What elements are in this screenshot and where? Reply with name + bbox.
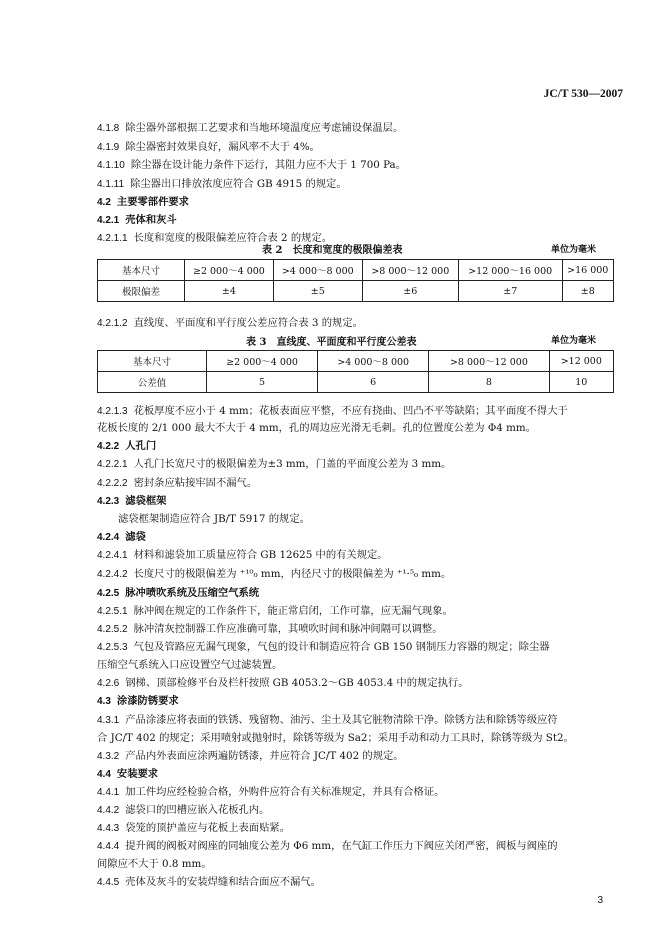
table-row (98, 281, 614, 302)
table-cell: ±8 (562, 281, 614, 302)
clause-number: 4.3.2 (97, 751, 120, 762)
clause-4-2-5-1 (97, 604, 453, 619)
table-cell: >12 000 (549, 351, 613, 372)
table-cell: 5 (207, 372, 318, 393)
section-title: 滤袋 (125, 531, 146, 543)
clause-number: 4.4.3 (97, 823, 120, 834)
clause-number: 4.2.6 (97, 678, 120, 689)
clause-4-2-1-3 (97, 404, 568, 419)
clause-text: 除尘器外部根据工艺要求和当地环境温度应考虑铺设保温层。 (125, 122, 404, 134)
clause-text: 除尘器密封效果良好，漏风率不大于 4%。 (125, 141, 320, 153)
clause-continuation (97, 421, 536, 435)
section-title: 主要零部件要求 (116, 196, 189, 208)
table3 (97, 350, 614, 393)
clause-number: 4.2.2 (97, 441, 120, 452)
clause-text: 产品涂漆应将表面的铁锈、残留物、油污、尘土及其它脏物清除干净。除锈方法和除锈等级应符 (125, 714, 558, 726)
clause-4-4-1 (97, 785, 444, 800)
clause-text: 直线度、平面度和平行度公差应符合表 3 的规定。 (133, 317, 363, 329)
clause-4-4-5 (97, 875, 321, 890)
clause-4-4-3 (97, 821, 290, 836)
clause-number: 4.2.2.2 (97, 478, 128, 489)
clause-text: 材料和滤袋加工质量应符合 GB 12625 中的有关规定。 (133, 549, 388, 561)
clause-text: 产品内外表面应涂两遍防锈漆，并应符合 JC/T 402 的规定。 (125, 750, 404, 762)
table-cell: ±7 (458, 281, 562, 302)
table-cell: >4 000～8 000 (273, 260, 362, 281)
clause-text: 提升阀的阀板对阀座的同轴度公差为 Φ6 mm，在气缸工作压力下阀应关闭严密，阀板与阀座的 (125, 840, 558, 852)
clause-number: 4.2.1.1 (97, 233, 128, 244)
table-cell: >12 000～16 000 (458, 260, 562, 281)
section-title: 脉冲喷吹系统及压缩空气系统 (125, 587, 260, 599)
section-4-2-1 (97, 213, 177, 228)
clause-number: 4.2.2.1 (97, 459, 128, 470)
clause-4-4-2 (97, 803, 269, 818)
clause-4-3-2 (97, 749, 404, 764)
section-4-2-4 (97, 530, 146, 545)
table-cell: ±5 (273, 281, 362, 302)
table-row (98, 260, 614, 281)
clause-4-2-1-2 (97, 316, 363, 331)
clause-text: 长度尺寸的极限偏差为 ⁺¹⁰₀ mm，内径尺寸的极限偏差为 ⁺¹·⁵₀ mm。 (133, 568, 452, 580)
clause-text: 花板厚度不应小于 4 mm；花板表面应平整，不应有挠曲、凹凸不平等缺陷；其平面度不得大于 (133, 405, 568, 417)
clause-number: 4.2.5 (97, 588, 120, 599)
clause-continuation (97, 731, 574, 745)
clause-number: 4.2.4 (97, 532, 120, 543)
section-title: 安装要求 (116, 768, 159, 780)
table-cell: 8 (429, 372, 549, 393)
clause-number: 4.1.11 (97, 179, 125, 190)
clause-number: 4.2.5.3 (97, 642, 128, 653)
clause-text: 滤袋框架制造应符合 JB/T 5917 的规定。 (118, 513, 310, 525)
clause-4-2-2-2 (97, 476, 257, 491)
clause-number: 4.2 (97, 197, 111, 208)
clause-text: 长度和宽度的极限偏差应符合表 2 的规定。 (133, 232, 333, 244)
clause-4-2-6 (97, 676, 469, 691)
clause-number: 4.2.1.3 (97, 406, 128, 417)
clause-number: 4.1.9 (97, 142, 120, 153)
clause-number: 4.2.5.1 (97, 606, 128, 617)
table-cell: >8 000～12 000 (362, 260, 458, 281)
section-4-2-5 (97, 586, 259, 601)
table-cell: 极限偏差 (98, 281, 185, 302)
clause-text: 脉冲清灰控制器工作应准确可靠，其喷吹时间和脉冲间隔可以调整。 (133, 623, 443, 635)
clause-text: 滤袋口的凹槽应嵌入花板孔内。 (125, 804, 270, 816)
clause-number: 4.3 (97, 696, 111, 707)
clause-4-1-9 (97, 140, 320, 155)
table2-unit: 单位为毫米 (551, 245, 597, 255)
clause-4-4-4 (97, 839, 558, 854)
clause-number: 4.1.10 (97, 160, 125, 171)
clause-4-3-1 (97, 713, 558, 728)
table-cell: 基本尺寸 (98, 260, 185, 281)
clause-4-2-4-2 (97, 567, 451, 582)
table2 (97, 259, 614, 302)
section-title: 壳体和灰斗 (125, 214, 177, 226)
clause-text: 壳体及灰斗的安装焊缝和结合面应不漏气。 (125, 876, 321, 888)
clause-number: 4.2.4.1 (97, 550, 128, 561)
section-4-2-3 (97, 494, 166, 509)
clause-text: 合 JC/T 402 的规定；采用喷射或抛射时，除锈等级为 Sa2；采用手动和动力工具时，除锈等级为 St2。 (97, 732, 574, 744)
clause-number: 4.1.8 (97, 123, 120, 134)
page-number: 3 (597, 895, 603, 906)
clause-4-2-4-1 (97, 548, 388, 563)
clause-text: 除尘器出口排放浓度应符合 GB 4915 的规定。 (130, 178, 347, 190)
table-cell: ≥2 000～4 000 (207, 351, 318, 372)
table-cell: 公差值 (98, 372, 207, 393)
clause-text: 压缩空气系统入口应设置空气过滤装置。 (97, 659, 283, 671)
table-cell: ≥2 000～4 000 (185, 260, 274, 281)
table-cell: ±4 (185, 281, 274, 302)
clause-number: 4.2.3 (97, 496, 120, 507)
clause-number: 4.4.4 (97, 841, 120, 852)
clause-continuation (118, 512, 310, 526)
clause-number: 4.2.1 (97, 215, 120, 226)
clause-number: 4.3.1 (97, 715, 120, 726)
clause-text: 加工件均应经检验合格，外购件应符合有关标准规定，并具有合格证。 (125, 786, 445, 798)
clause-4-1-11 (97, 177, 347, 192)
clause-number: 4.4.1 (97, 787, 120, 798)
clause-continuation (97, 857, 212, 871)
clause-4-1-8 (97, 121, 403, 136)
table3-unit: 单位为毫米 (551, 336, 597, 346)
clause-text: 密封条应粘接牢固不漏气。 (133, 477, 258, 489)
section-4-2 (97, 195, 189, 210)
table-cell: >4 000～8 000 (318, 351, 429, 372)
table-cell: >8 000～12 000 (429, 351, 549, 372)
clause-number: 4.2.5.2 (97, 624, 128, 635)
table-cell: 6 (318, 372, 429, 393)
section-title: 涂漆防锈要求 (116, 695, 179, 707)
section-title: 滤袋框架 (125, 495, 167, 507)
clause-4-2-5-3 (97, 640, 550, 655)
table-cell: >16 000 (562, 260, 614, 281)
clause-text: 花板长度的 2/1 000 最大不大于 4 mm，孔的周边应光滑无毛刺。孔的位置度公差为 Φ4 mm。 (97, 422, 536, 434)
section-4-4 (97, 767, 158, 782)
clause-number: 4.4 (97, 769, 111, 780)
clause-number: 4.2.1.2 (97, 318, 128, 329)
clause-text: 气包及管路应无漏气现象，气包的设计和制造应符合 GB 150 钢制压力容器的规定；除尘器 (133, 641, 550, 653)
clause-number: 4.4.2 (97, 805, 120, 816)
table-row (98, 372, 614, 393)
standard-code: JC/T 530—2007 (543, 88, 623, 100)
table-cell: 基本尺寸 (98, 351, 207, 372)
clause-4-1-10 (97, 158, 406, 173)
table-row (98, 351, 614, 372)
table-cell: 10 (549, 372, 613, 393)
table3-caption: 表 3 直线度、平面度和平行度公差表 (246, 337, 417, 348)
clause-continuation (97, 658, 282, 672)
clause-text: 钢梯、顶部检修平台及栏杆按照 GB 4053.2～GB 4053.4 中的规定执行。 (125, 677, 469, 689)
section-4-2-2 (97, 439, 156, 454)
clause-text: 人孔门长宽尺寸的极限偏差为±3 mm，门盖的平面度公差为 3 mm。 (133, 458, 452, 470)
section-4-3 (97, 694, 179, 709)
clause-4-2-2-1 (97, 457, 451, 472)
clause-text: 袋笼的顶护盖应与花板上表面贴紧。 (125, 822, 290, 834)
clause-text: 间隙应不大于 0.8 mm。 (97, 858, 212, 870)
clause-number: 4.2.4.2 (97, 569, 128, 580)
clause-text: 除尘器在设计能力条件下运行，其阻力应不大于 1 700 Pa。 (130, 159, 406, 171)
table2-caption: 表 2 长度和宽度的极限偏差表 (262, 245, 403, 256)
clause-text: 脉冲阀在规定的工作条件下，能正常启闭，工作可靠，应无漏气现象。 (133, 605, 453, 617)
table-cell: ±6 (362, 281, 458, 302)
clause-4-2-5-2 (97, 622, 443, 637)
section-title: 人孔门 (125, 440, 157, 452)
clause-number: 4.4.5 (97, 877, 120, 888)
